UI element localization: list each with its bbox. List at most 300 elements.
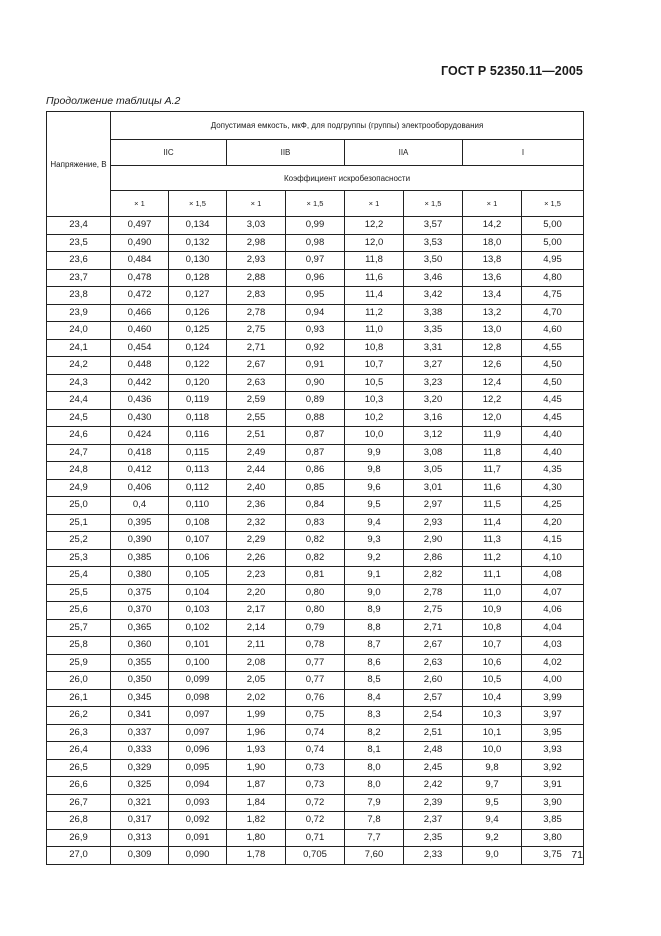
capacity-cell: 0,87 <box>286 444 345 462</box>
capacity-cell: 4,70 <box>522 304 584 322</box>
capacity-cell: 0,406 <box>111 479 169 497</box>
capacity-cell: 11,0 <box>463 584 522 602</box>
capacity-cell: 0,106 <box>169 549 227 567</box>
coef-subheader: × 1,5 <box>286 191 345 217</box>
capacity-cell: 0,75 <box>286 707 345 725</box>
capacity-cell: 3,27 <box>404 357 463 375</box>
capacity-cell: 10,8 <box>345 339 404 357</box>
capacity-cell: 2,93 <box>227 252 286 270</box>
table-row <box>47 777 584 795</box>
coef-subheader: × 1,5 <box>404 191 463 217</box>
capacity-cell: 0,112 <box>169 479 227 497</box>
capacity-cell: 2,75 <box>404 602 463 620</box>
voltage-header: Напряжение, В <box>47 112 111 217</box>
table-row <box>47 287 584 305</box>
capacity-cell: 2,71 <box>227 339 286 357</box>
capacity-cell: 0,460 <box>111 322 169 340</box>
capacity-cell: 3,31 <box>404 339 463 357</box>
voltage-cell: 24,4 <box>47 392 111 410</box>
capacity-cell: 2,97 <box>404 497 463 515</box>
voltage-cell: 26,5 <box>47 759 111 777</box>
capacity-cell: 9,5 <box>345 497 404 515</box>
capacity-cell: 0,127 <box>169 287 227 305</box>
capacity-cell: 0,337 <box>111 724 169 742</box>
capacity-cell: 7,8 <box>345 812 404 830</box>
capacity-cell: 0,105 <box>169 567 227 585</box>
table-row <box>47 514 584 532</box>
voltage-cell: 23,5 <box>47 234 111 252</box>
capacity-cell: 0,74 <box>286 724 345 742</box>
capacity-cell: 10,5 <box>463 672 522 690</box>
capacity-cell: 0,72 <box>286 812 345 830</box>
capacity-cell: 4,30 <box>522 479 584 497</box>
voltage-cell: 25,4 <box>47 567 111 585</box>
capacity-cell: 9,4 <box>345 514 404 532</box>
capacity-cell: 0,71 <box>286 829 345 847</box>
capacity-cell: 4,35 <box>522 462 584 480</box>
table-row <box>47 252 584 270</box>
table-row <box>47 392 584 410</box>
capacity-cell: 0,110 <box>169 497 227 515</box>
capacity-cell: 1,96 <box>227 724 286 742</box>
capacity-cell: 0,80 <box>286 602 345 620</box>
capacity-cell: 3,92 <box>522 759 584 777</box>
capacity-cell: 1,84 <box>227 794 286 812</box>
capacity-cell: 10,0 <box>345 427 404 445</box>
group-iib-header: IIB <box>227 140 345 166</box>
capacity-cell: 7,7 <box>345 829 404 847</box>
capacity-cell: 11,0 <box>345 322 404 340</box>
voltage-cell: 25,3 <box>47 549 111 567</box>
capacity-cell: 0,92 <box>286 339 345 357</box>
capacity-cell: 3,90 <box>522 794 584 812</box>
capacity-cell: 2,02 <box>227 689 286 707</box>
capacity-cell: 18,0 <box>463 234 522 252</box>
voltage-cell: 23,4 <box>47 217 111 235</box>
capacity-cell: 2,63 <box>227 374 286 392</box>
capacity-cell: 0,370 <box>111 602 169 620</box>
capacity-cell: 2,98 <box>227 234 286 252</box>
capacity-cell: 0,099 <box>169 672 227 690</box>
capacity-cell: 9,0 <box>345 584 404 602</box>
voltage-cell: 25,7 <box>47 619 111 637</box>
capacity-cell: 3,99 <box>522 689 584 707</box>
capacity-cell: 0,120 <box>169 374 227 392</box>
capacity-cell: 0,85 <box>286 479 345 497</box>
table-body <box>47 217 584 865</box>
table-row <box>47 619 584 637</box>
capacity-cell: 0,097 <box>169 707 227 725</box>
capacity-cell: 0,355 <box>111 654 169 672</box>
capacity-cell: 4,03 <box>522 637 584 655</box>
capacity-cell: 0,124 <box>169 339 227 357</box>
capacity-cell: 3,20 <box>404 392 463 410</box>
table-row <box>47 374 584 392</box>
table-row <box>47 584 584 602</box>
table-row <box>47 812 584 830</box>
capacity-cell: 0,78 <box>286 637 345 655</box>
table-row <box>47 234 584 252</box>
capacity-cell: 0,448 <box>111 357 169 375</box>
capacity-cell: 0,309 <box>111 847 169 865</box>
capacity-cell: 12,0 <box>345 234 404 252</box>
capacity-cell: 0,096 <box>169 742 227 760</box>
capacity-cell: 2,82 <box>404 567 463 585</box>
capacity-cell: 14,2 <box>463 217 522 235</box>
capacity-cell: 0,82 <box>286 532 345 550</box>
capacity-cell: 2,17 <box>227 602 286 620</box>
table-row <box>47 427 584 445</box>
capacity-cell: 10,6 <box>463 654 522 672</box>
capacity-cell: 0,132 <box>169 234 227 252</box>
capacity-cell: 2,88 <box>227 269 286 287</box>
capacity-cell: 0,395 <box>111 514 169 532</box>
capacity-cell: 2,71 <box>404 619 463 637</box>
capacity-cell: 0,82 <box>286 549 345 567</box>
capacity-cell: 1,80 <box>227 829 286 847</box>
capacity-cell: 0,098 <box>169 689 227 707</box>
capacity-cell: 0,360 <box>111 637 169 655</box>
capacity-cell: 4,06 <box>522 602 584 620</box>
capacity-cell: 9,3 <box>345 532 404 550</box>
table-caption: Продолжение таблицы А.2 <box>46 95 181 107</box>
capacity-cell: 9,8 <box>345 462 404 480</box>
capacity-cell: 0,090 <box>169 847 227 865</box>
table-row <box>47 759 584 777</box>
capacity-cell: 2,49 <box>227 444 286 462</box>
capacity-cell: 9,1 <box>345 567 404 585</box>
capacity-cell: 4,04 <box>522 619 584 637</box>
capacity-cell: 2,11 <box>227 637 286 655</box>
capacity-cell: 3,23 <box>404 374 463 392</box>
page-number: 71 <box>571 849 583 861</box>
voltage-cell: 26,3 <box>47 724 111 742</box>
voltage-cell: 26,1 <box>47 689 111 707</box>
voltage-cell: 23,8 <box>47 287 111 305</box>
capacity-cell: 8,6 <box>345 654 404 672</box>
capacity-cell: 0,115 <box>169 444 227 462</box>
capacity-cell: 3,97 <box>522 707 584 725</box>
capacity-cell: 1,93 <box>227 742 286 760</box>
capacity-cell: 0,74 <box>286 742 345 760</box>
capacity-cell: 2,78 <box>404 584 463 602</box>
capacity-cell: 0,99 <box>286 217 345 235</box>
capacity-cell: 3,42 <box>404 287 463 305</box>
capacity-cell: 2,14 <box>227 619 286 637</box>
capacity-header: Допустимая емкость, мкФ, для подгруппы (группы) электрооборудования <box>111 112 584 140</box>
capacity-cell: 11,1 <box>463 567 522 585</box>
capacity-cell: 11,6 <box>463 479 522 497</box>
capacity-cell: 4,95 <box>522 252 584 270</box>
capacity-cell: 12,4 <box>463 374 522 392</box>
capacity-cell: 4,45 <box>522 392 584 410</box>
voltage-cell: 23,6 <box>47 252 111 270</box>
capacity-cell: 8,0 <box>345 777 404 795</box>
capacity-cell: 0,104 <box>169 584 227 602</box>
capacity-cell: 11,8 <box>463 444 522 462</box>
capacity-cell: 8,1 <box>345 742 404 760</box>
capacity-cell: 7,60 <box>345 847 404 865</box>
capacity-cell: 0,705 <box>286 847 345 865</box>
voltage-cell: 24,5 <box>47 409 111 427</box>
capacity-cell: 4,10 <box>522 549 584 567</box>
capacity-cell: 2,08 <box>227 654 286 672</box>
capacity-cell: 2,32 <box>227 514 286 532</box>
voltage-cell: 23,9 <box>47 304 111 322</box>
capacity-cell: 3,38 <box>404 304 463 322</box>
table-row <box>47 794 584 812</box>
capacity-cell: 0,88 <box>286 409 345 427</box>
capacity-cell: 0,98 <box>286 234 345 252</box>
capacity-cell: 0,84 <box>286 497 345 515</box>
capacity-cell: 3,03 <box>227 217 286 235</box>
capacity-cell: 11,4 <box>463 514 522 532</box>
capacity-cell: 2,23 <box>227 567 286 585</box>
capacity-cell: 2,63 <box>404 654 463 672</box>
capacity-cell: 1,87 <box>227 777 286 795</box>
coef-subheader: × 1 <box>227 191 286 217</box>
table-row <box>47 567 584 585</box>
capacity-cell: 2,44 <box>227 462 286 480</box>
capacity-cell: 2,40 <box>227 479 286 497</box>
capacity-cell: 12,2 <box>463 392 522 410</box>
capacity-cell: 0,375 <box>111 584 169 602</box>
capacity-cell: 9,2 <box>463 829 522 847</box>
capacity-cell: 0,119 <box>169 392 227 410</box>
capacity-cell: 4,80 <box>522 269 584 287</box>
capacity-cell: 0,80 <box>286 584 345 602</box>
voltage-cell: 25,8 <box>47 637 111 655</box>
capacity-cell: 0,4 <box>111 497 169 515</box>
coef-subheader: × 1,5 <box>169 191 227 217</box>
capacity-cell: 4,15 <box>522 532 584 550</box>
voltage-cell: 25,2 <box>47 532 111 550</box>
voltage-cell: 24,3 <box>47 374 111 392</box>
capacity-cell: 2,48 <box>404 742 463 760</box>
capacity-cell: 0,478 <box>111 269 169 287</box>
capacity-cell: 3,80 <box>522 829 584 847</box>
capacity-cell: 3,53 <box>404 234 463 252</box>
voltage-cell: 25,0 <box>47 497 111 515</box>
table-row <box>47 829 584 847</box>
capacity-cell: 0,345 <box>111 689 169 707</box>
capacity-cell: 2,57 <box>404 689 463 707</box>
capacity-cell: 13,4 <box>463 287 522 305</box>
table-row <box>47 497 584 515</box>
capacity-cell: 0,73 <box>286 759 345 777</box>
capacity-cell: 0,113 <box>169 462 227 480</box>
voltage-cell: 26,7 <box>47 794 111 812</box>
capacity-cell: 9,9 <box>345 444 404 462</box>
table-row <box>47 654 584 672</box>
table-row <box>47 462 584 480</box>
capacity-cell: 2,93 <box>404 514 463 532</box>
voltage-cell: 24,7 <box>47 444 111 462</box>
capacity-cell: 12,0 <box>463 409 522 427</box>
capacity-cell: 8,9 <box>345 602 404 620</box>
capacity-cell: 11,8 <box>345 252 404 270</box>
capacity-cell: 3,75 <box>522 847 584 865</box>
capacity-cell: 0,094 <box>169 777 227 795</box>
capacity-cell: 9,4 <box>463 812 522 830</box>
capacity-cell: 0,454 <box>111 339 169 357</box>
coef-subheader: × 1 <box>111 191 169 217</box>
table-row <box>47 707 584 725</box>
capacity-cell: 0,108 <box>169 514 227 532</box>
capacity-cell: 4,40 <box>522 444 584 462</box>
capacity-cell: 0,77 <box>286 672 345 690</box>
capacity-cell: 0,325 <box>111 777 169 795</box>
capacity-cell: 3,50 <box>404 252 463 270</box>
table-row <box>47 532 584 550</box>
capacity-cell: 2,37 <box>404 812 463 830</box>
capacity-cell: 3,08 <box>404 444 463 462</box>
capacity-cell: 0,118 <box>169 409 227 427</box>
table-row <box>47 357 584 375</box>
capacity-cell: 3,85 <box>522 812 584 830</box>
coef-subheader: × 1 <box>345 191 404 217</box>
voltage-cell: 24,1 <box>47 339 111 357</box>
capacity-cell: 2,05 <box>227 672 286 690</box>
capacity-cell: 10,7 <box>463 637 522 655</box>
capacity-cell: 0,418 <box>111 444 169 462</box>
coef-subheader: × 1,5 <box>522 191 584 217</box>
capacity-cell: 0,313 <box>111 829 169 847</box>
capacity-cell: 10,3 <box>345 392 404 410</box>
capacity-cell: 0,484 <box>111 252 169 270</box>
capacity-cell: 2,86 <box>404 549 463 567</box>
capacity-cell: 3,16 <box>404 409 463 427</box>
voltage-cell: 26,8 <box>47 812 111 830</box>
capacity-cell: 0,103 <box>169 602 227 620</box>
capacity-cell: 2,20 <box>227 584 286 602</box>
capacity-cell: 0,87 <box>286 427 345 445</box>
capacity-cell: 3,35 <box>404 322 463 340</box>
voltage-cell: 26,4 <box>47 742 111 760</box>
capacity-cell: 11,2 <box>345 304 404 322</box>
capacity-cell: 2,45 <box>404 759 463 777</box>
capacity-cell: 0,95 <box>286 287 345 305</box>
capacity-cell: 0,77 <box>286 654 345 672</box>
capacity-cell: 0,96 <box>286 269 345 287</box>
capacity-cell: 4,20 <box>522 514 584 532</box>
capacity-cell: 9,5 <box>463 794 522 812</box>
capacity-cell: 0,350 <box>111 672 169 690</box>
capacity-cell: 13,2 <box>463 304 522 322</box>
capacity-cell: 11,5 <box>463 497 522 515</box>
capacity-cell: 4,55 <box>522 339 584 357</box>
capacity-cell: 0,329 <box>111 759 169 777</box>
capacity-cell: 4,07 <box>522 584 584 602</box>
voltage-cell: 25,9 <box>47 654 111 672</box>
capacity-cell: 11,3 <box>463 532 522 550</box>
capacity-cell: 4,02 <box>522 654 584 672</box>
capacity-cell: 0,497 <box>111 217 169 235</box>
capacity-cell: 2,26 <box>227 549 286 567</box>
voltage-cell: 24,8 <box>47 462 111 480</box>
capacity-cell: 8,7 <box>345 637 404 655</box>
table-row <box>47 637 584 655</box>
capacity-cell: 0,321 <box>111 794 169 812</box>
voltage-cell: 24,0 <box>47 322 111 340</box>
capacity-cell: 4,45 <box>522 409 584 427</box>
capacity-cell: 1,99 <box>227 707 286 725</box>
voltage-cell: 25,6 <box>47 602 111 620</box>
capacity-cell: 2,39 <box>404 794 463 812</box>
capacity-cell: 2,90 <box>404 532 463 550</box>
capacity-cell: 3,12 <box>404 427 463 445</box>
capacity-cell: 0,130 <box>169 252 227 270</box>
capacity-cell: 0,83 <box>286 514 345 532</box>
capacity-cell: 2,36 <box>227 497 286 515</box>
table-row <box>47 689 584 707</box>
capacity-cell: 1,90 <box>227 759 286 777</box>
capacity-cell: 8,2 <box>345 724 404 742</box>
capacity-cell: 0,092 <box>169 812 227 830</box>
capacity-cell: 0,79 <box>286 619 345 637</box>
capacity-cell: 1,78 <box>227 847 286 865</box>
capacity-cell: 2,51 <box>404 724 463 742</box>
capacity-cell: 3,46 <box>404 269 463 287</box>
table-row <box>47 549 584 567</box>
capacity-cell: 0,317 <box>111 812 169 830</box>
capacity-cell: 0,436 <box>111 392 169 410</box>
capacity-cell: 12,6 <box>463 357 522 375</box>
capacity-cell: 11,9 <box>463 427 522 445</box>
capacity-cell: 0,472 <box>111 287 169 305</box>
capacity-cell: 0,365 <box>111 619 169 637</box>
capacity-cell: 11,6 <box>345 269 404 287</box>
table-row <box>47 269 584 287</box>
capacity-cell: 2,42 <box>404 777 463 795</box>
capacity-cell: 10,4 <box>463 689 522 707</box>
capacity-cell: 0,430 <box>111 409 169 427</box>
capacity-cell: 12,8 <box>463 339 522 357</box>
table-row <box>47 322 584 340</box>
capacity-cell: 0,93 <box>286 322 345 340</box>
table-row <box>47 479 584 497</box>
table-row <box>47 409 584 427</box>
capacity-cell: 0,81 <box>286 567 345 585</box>
capacity-cell: 0,390 <box>111 532 169 550</box>
capacity-cell: 8,5 <box>345 672 404 690</box>
capacity-cell: 5,00 <box>522 217 584 235</box>
capacity-cell: 0,91 <box>286 357 345 375</box>
capacity-cell: 0,424 <box>111 427 169 445</box>
voltage-cell: 24,6 <box>47 427 111 445</box>
capacity-cell: 10,5 <box>345 374 404 392</box>
capacity-cell: 7,9 <box>345 794 404 812</box>
capacity-cell: 0,72 <box>286 794 345 812</box>
capacity-cell: 0,091 <box>169 829 227 847</box>
capacity-cell: 3,57 <box>404 217 463 235</box>
coef-subheader: × 1 <box>463 191 522 217</box>
capacity-cell: 0,97 <box>286 252 345 270</box>
capacity-cell: 0,102 <box>169 619 227 637</box>
voltage-cell: 24,9 <box>47 479 111 497</box>
capacity-cell: 9,7 <box>463 777 522 795</box>
capacity-cell: 10,0 <box>463 742 522 760</box>
capacity-cell: 0,116 <box>169 427 227 445</box>
capacity-cell: 10,9 <box>463 602 522 620</box>
capacity-cell: 0,89 <box>286 392 345 410</box>
capacity-cell: 9,6 <box>345 479 404 497</box>
voltage-cell: 27,0 <box>47 847 111 865</box>
table-row <box>47 602 584 620</box>
voltage-cell: 25,1 <box>47 514 111 532</box>
voltage-cell: 26,9 <box>47 829 111 847</box>
capacity-cell: 0,125 <box>169 322 227 340</box>
